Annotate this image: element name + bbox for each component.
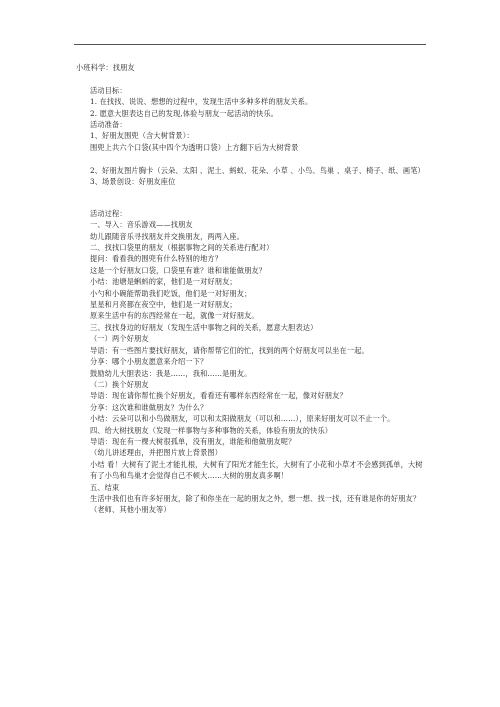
process-item: （幼儿讲述理由，并把图片放上背景图）: [90, 448, 223, 458]
process-item: 导语：有一些图片要找好朋友，请你帮帮它们的忙，找到的两个好朋友可以坐在一起。: [90, 345, 369, 355]
process-item: （一）两个好朋友: [90, 334, 149, 344]
process-item: 一、导入：音乐游戏——找朋友: [90, 220, 193, 230]
process-item: 分享：哪个小朋友愿意来介绍一下？: [90, 357, 208, 367]
process-item: 小勺和小碗能帮助我们吃饭，他们是一对好朋友；: [90, 288, 252, 298]
prep-item: 2、好朋友图片胸卡（云朵、太阳 、泥土、蚂蚁、花朵、小草 、小鸟、鸟巢 、桌子、椅子、纸、画笔）: [90, 165, 425, 175]
prep-item: 1、好朋友围兜（含大树背景）：: [90, 131, 194, 141]
goal-item: 1. 在找找、说说、想想的过程中，发现生活中多种多样的朋友关系。: [90, 97, 313, 107]
process-item: 小结：云朵可以和小鸟做朋友，可以和太阳做朋友（可以和……），原来好朋友可以不止一个。: [90, 414, 395, 424]
process-item: （二）换个好朋友: [90, 379, 149, 389]
process-item: 提问：看看我的围兜有什么特别的地方？: [90, 254, 223, 264]
goals-heading: 活动目标：: [90, 85, 127, 95]
process-item: 导语：现在有一棵大树很孤单，没有朋友，谁能和他做朋友呢？: [90, 436, 296, 446]
process-item: 原来生活中有的东西经常在一起，就像一对好朋友。: [90, 311, 259, 321]
process-item: 小结 看！大树有了泥土才能扎根，大树有了阳光才能生长，大树有了小花和小草才不会感到孤单，大树有了小鸟和鸟巢才会觉得自己不顿大……大树的朋友真多啊！: [90, 459, 423, 481]
process-item: 三、找找身边的好朋友（发现生活中事物之间的关系，愿意大胆表达）: [90, 322, 318, 332]
prep-heading: 活动准备：: [90, 120, 127, 130]
goal-item: 2. 愿意大胆表达自己的发现,体验与朋友一起活动的快乐。: [90, 108, 279, 118]
process-item: 小结：池塘是蝌蚪的家，他们是一对好朋友；: [90, 277, 237, 287]
process-item: 生活中我们也有许多好朋友，除了和你坐在一起的朋友之外，想一想、找一找，还有谁是你的好朋友？（老师、其他小朋友等）: [90, 493, 421, 515]
process-item: 鼓励幼儿大胆表达：我是……，我和……是朋友。: [90, 368, 252, 378]
spacer: [76, 187, 428, 198]
spacer: [76, 73, 428, 84]
prep-item: 3、场景创设：好朋友座位: [90, 177, 176, 187]
process-item: 分享：这次谁和谁做朋友？为什么？: [90, 402, 208, 412]
header-rule: [74, 44, 426, 45]
process-item: 二、找找口袋里的朋友（根据事物之间的关系进行配对）: [90, 243, 274, 253]
process-item: 星星和月亮都在夜空中，他们是一对好朋友；: [90, 300, 237, 310]
spacer: [76, 153, 428, 164]
process-item: 五、结束: [90, 482, 120, 492]
document-body: [76, 62, 428, 516]
process-heading: 活动过程：: [90, 208, 127, 218]
process-item: 这是一个好朋友口袋，口袋里有谁？谁和谁能做朋友？: [90, 265, 267, 275]
process-item: 幼儿跟随音乐寻找朋友并交换朋友，两两入座。: [90, 231, 245, 241]
document-title: 小班科学：找朋友: [76, 63, 135, 72]
process-item: 四、给大树找朋友（发现一样事物与多种事物的关系，体验有朋友的快乐）: [90, 425, 333, 435]
spacer: [76, 199, 428, 208]
prep-item: 围兜上共六个口袋(其中四个为透明口袋）上方翻下后为大树背景: [90, 142, 299, 152]
process-item: 导语：现在请你帮忙换个好朋友，看看还有哪样东西经常在一起，像对好朋友？: [90, 391, 347, 401]
